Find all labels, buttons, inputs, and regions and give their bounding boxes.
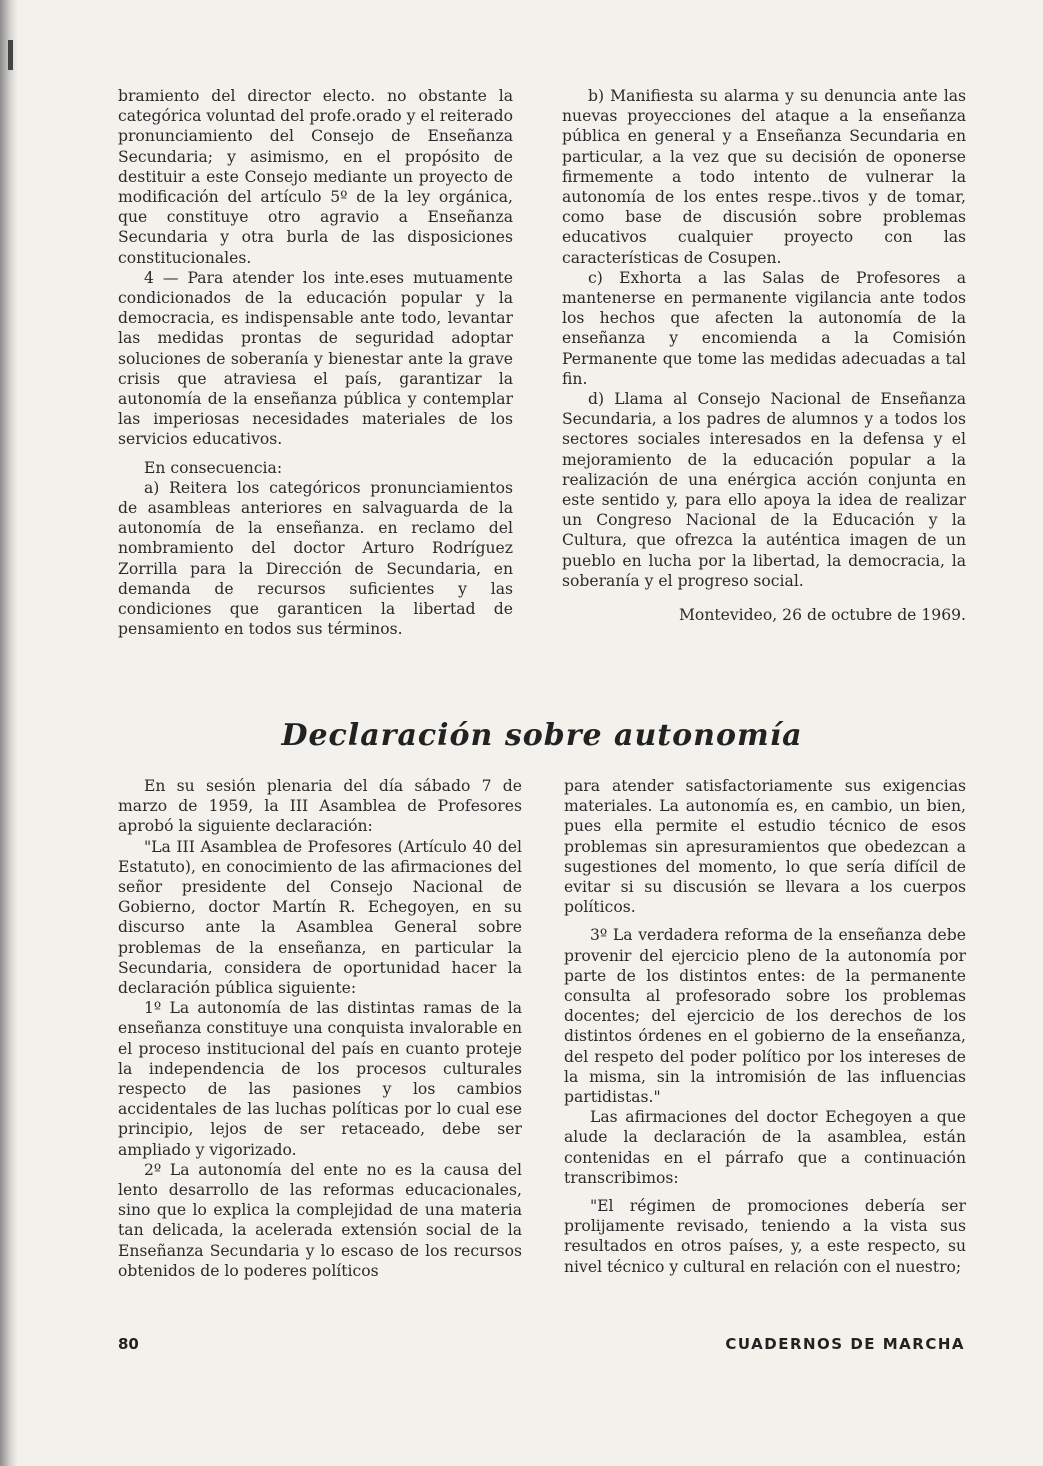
bottom-left-column xyxy=(118,776,522,1281)
paragraph: bramiento del director electo. no obstante la categórica voluntad del profe.orado y el reiterado pronunciamiento del Consejo de Enseñanza Secundaria; y asimismo, en el propósito de destituir a este Consejo mediante un proyecto de modificación del artículo 5º de la ley orgánica, que constituye otro agravio a Enseñanza Secundaria y otra burla de las disposiciones constitucionales. xyxy=(118,87,513,267)
paragraph: En consecuencia: xyxy=(144,458,283,477)
paragraph: c) Exhorta a las Salas de Profesores a mantenerse en permanente vigilancia ante todos los hechos que afecten la autonomía de la enseñanza y encomienda a la Comisión Permanente que tome las medidas adecuadas a tal fin. xyxy=(562,268,966,388)
paragraph: En su sesión plenaria del día sábado 7 de marzo de 1959, la III Asamblea de Profesores aprobó la siguiente declaración: xyxy=(118,777,522,836)
paragraph: para atender satisfactoriamente sus exigencias materiales. La autonomía es, en cambio, un bien, pues ella permite el estudio técnico de esos problemas sin apresuramientos que obedezcan a sugestiones del momento, lo que sería difícil de evitar si su discusión se llevara a los cuerpos políticos. xyxy=(564,777,966,917)
bottom-right-column xyxy=(564,776,966,1277)
paragraph: 3º La verdadera reforma de la enseñanza debe provenir del ejercicio pleno de la autonomía por parte de los distintos entes: de la permanente consulta al profesorado sobre los problemas docentes; del ejercicio de los derechos de los distintos órdenes en el gobierno de la enseñanza, del respeto del poder político por los intereses de la misma, sin la intromisión de las influencias partidistas." xyxy=(564,926,966,1107)
paragraph: 4 — Para atender los inte.eses mutuamente condicionados de la educación popular y la democracia, es indispensable ante todo, levantar las medidas prontas de seguridad adoptar soluciones de soberanía y bienestar ante la grave crisis que atraviesa el país, garantizar la autonomía de la enseñanza pública y contemplar las imperiosas necesidades materiales de los servicios educativos. xyxy=(118,268,513,449)
paragraph: d) Llama al Consejo Nacional de Enseñanza Secundaria, a los padres de alumnos y a todos los sectores sociales interesados en la defensa y el mejoramiento de la educación popular a la realización de una enérgica acción conjunta en este sentido y, para ello apoya la idea de realizar un Congreso Nacional de la Educación y la Cultura, que ofrezca la auténtica imagen de un pueblo en lucha por la libertad, la democracia, la soberanía y el progreso social. xyxy=(562,390,966,590)
paragraph: b) Manifiesta su alarma y su denuncia ante las nuevas proyecciones del ataque a la enseñanza pública en general y a Enseñanza Secundaria en particular, a la vez que su decisión de oponerse firmemente a todo intento de vulnerar la autonomía de los entes respe..tivos y de tomar, como base de discusión sobre problemas educativos cualquier proyecto con las características de Cosupen. xyxy=(562,87,966,267)
section-title: Declaración sobre autonomía xyxy=(281,718,803,753)
paragraph: 2º La autonomía del ente no es la causa del lento desarrollo de las reformas educacionales, sino que lo explica la complejidad de una materia tan delicada, la acelerada extensión social de la Enseñanza Secundaria y lo escaso de los recursos obtenidos de lo poderes políticos xyxy=(118,1160,522,1280)
paragraph: "El régimen de promociones debería ser prolijamente revisado, teniendo a la vista sus resultados en otros países, y, a este respecto, su nivel técnico y cultural en relación con el nuestro; xyxy=(564,1197,966,1276)
paragraph: 1º La autonomía de las distintas ramas de la enseñanza constituye una conquista invalorable en el proceso institucional del país en cuanto proteje la independencia de los procesos culturales respecto de las pasiones y los cambios accidentales de las luchas políticas por lo cual ese principio, lejos de ser retaceado, debe ser ampliado y vigorizado. xyxy=(118,999,522,1159)
paragraph: Las afirmaciones del doctor Echegoyen a que alude la declaración de la asamblea, están contenidas en el párrafo que a continuación transcribimos: xyxy=(564,1108,966,1187)
magazine-name: CUADERNOS DE MARCHA xyxy=(725,1335,965,1353)
scan-mark xyxy=(8,40,13,70)
paragraph: "La III Asamblea de Profesores (Artículo 40 del Estatuto), en conocimiento de las afirmaciones del señor presidente del Consejo Nacional de Gobierno, doctor Martín R. Echegoyen, en su discurso ante la Asamblea General sobre problemas de la enseñanza, en particular la Secundaria, considera de oportunidad hacer la declaración pública siguiente: xyxy=(118,837,522,998)
page-number: 80 xyxy=(118,1335,139,1353)
scan-edge xyxy=(0,0,18,1466)
top-right-column xyxy=(562,86,966,625)
paragraph: a) Reitera los categóricos pronunciamientos de asambleas anteriores en salvaguarda de la autonomía de la enseñanza. en reclamo del nombramiento del doctor Arturo Rodríguez Zorrilla para la Dirección de Secundaria, en demanda de recursos suficientes y las condiciones que garanticen la libertad de pensamiento en todos sus términos. xyxy=(118,478,513,639)
signature: Montevideo, 26 de octubre de 1969. xyxy=(678,606,966,625)
top-left-column xyxy=(118,86,513,639)
